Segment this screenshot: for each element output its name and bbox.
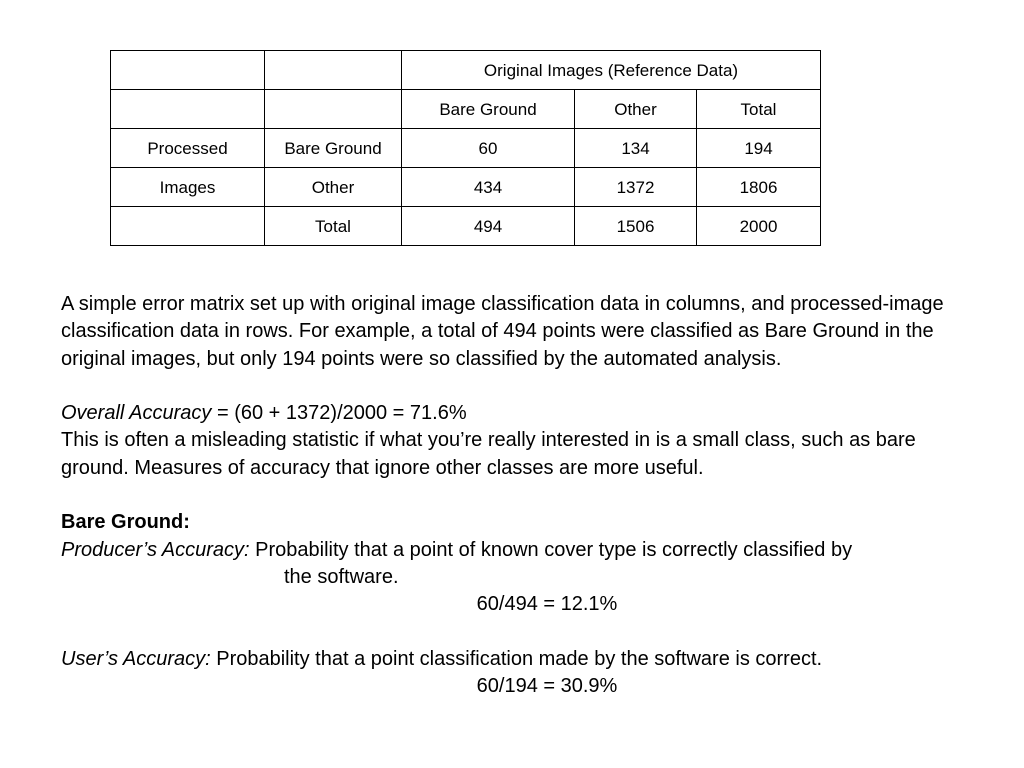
producers-accuracy-line [61,537,981,564]
table-cell [111,207,265,246]
table-cell: 1372 [575,168,697,207]
producers-accuracy-label: Producer’s Accuracy: [61,538,250,561]
column-header-bare-ground: Bare Ground [402,90,575,129]
intro-paragraph: A simple error matrix set up with original image classification data in columns, and processed-image classification data in rows. For example, a total of 494 points were classified as Bare Ground in the original images, but only 194 points were so classified by the automated analysis. [61,293,944,370]
table-cell [111,51,265,90]
table-header-row-1 [111,51,821,90]
table-cell: Processed [111,129,265,168]
users-accuracy-label: User’s Accuracy: [61,647,211,670]
table-header-row-2 [111,90,821,129]
body-text [61,291,981,700]
table-cell: Bare Ground [265,129,402,168]
error-matrix-table [110,50,821,246]
table-cell: 434 [402,168,575,207]
bare-ground-heading: Bare Ground: [61,511,190,534]
reference-data-header: Original Images (Reference Data) [402,51,821,90]
table-cell: 194 [697,129,821,168]
table-cell [111,90,265,129]
overall-accuracy-formula: = (60 + 1372)/2000 = 71.6% [211,402,467,425]
table-cell [265,90,402,129]
table-cell [265,51,402,90]
users-accuracy-line [61,646,981,673]
column-header-other: Other [575,90,697,129]
table-row [111,168,821,207]
overall-accuracy-note: This is often a misleading statistic if what you’re really interested in is a small class, such as bare ground. Measures of accuracy that ignore other classes are more useful. [61,429,916,479]
table-cell: 1806 [697,168,821,207]
overall-accuracy-line [61,400,981,427]
table-cell: 2000 [697,207,821,246]
table-cell: Images [111,168,265,207]
table-cell: 134 [575,129,697,168]
table-cell: Other [265,168,402,207]
table-row [111,129,821,168]
users-accuracy-text: Probability that a point classification made by the software is correct. [210,647,823,670]
table-row [111,207,821,246]
table-cell: Total [265,207,402,246]
table-cell: 494 [402,207,575,246]
producers-accuracy-formula: 60/494 = 12.1% [476,593,618,616]
producers-accuracy-continuation: the software. [284,565,399,588]
table-cell: 60 [402,129,575,168]
producers-accuracy-text: Probability that a point of known cover type is correctly classified by [249,538,853,561]
users-accuracy-formula: 60/194 = 30.9% [476,675,618,698]
table-cell: 1506 [575,207,697,246]
overall-accuracy-label: Overall Accuracy [61,402,212,425]
column-header-total: Total [697,90,821,129]
